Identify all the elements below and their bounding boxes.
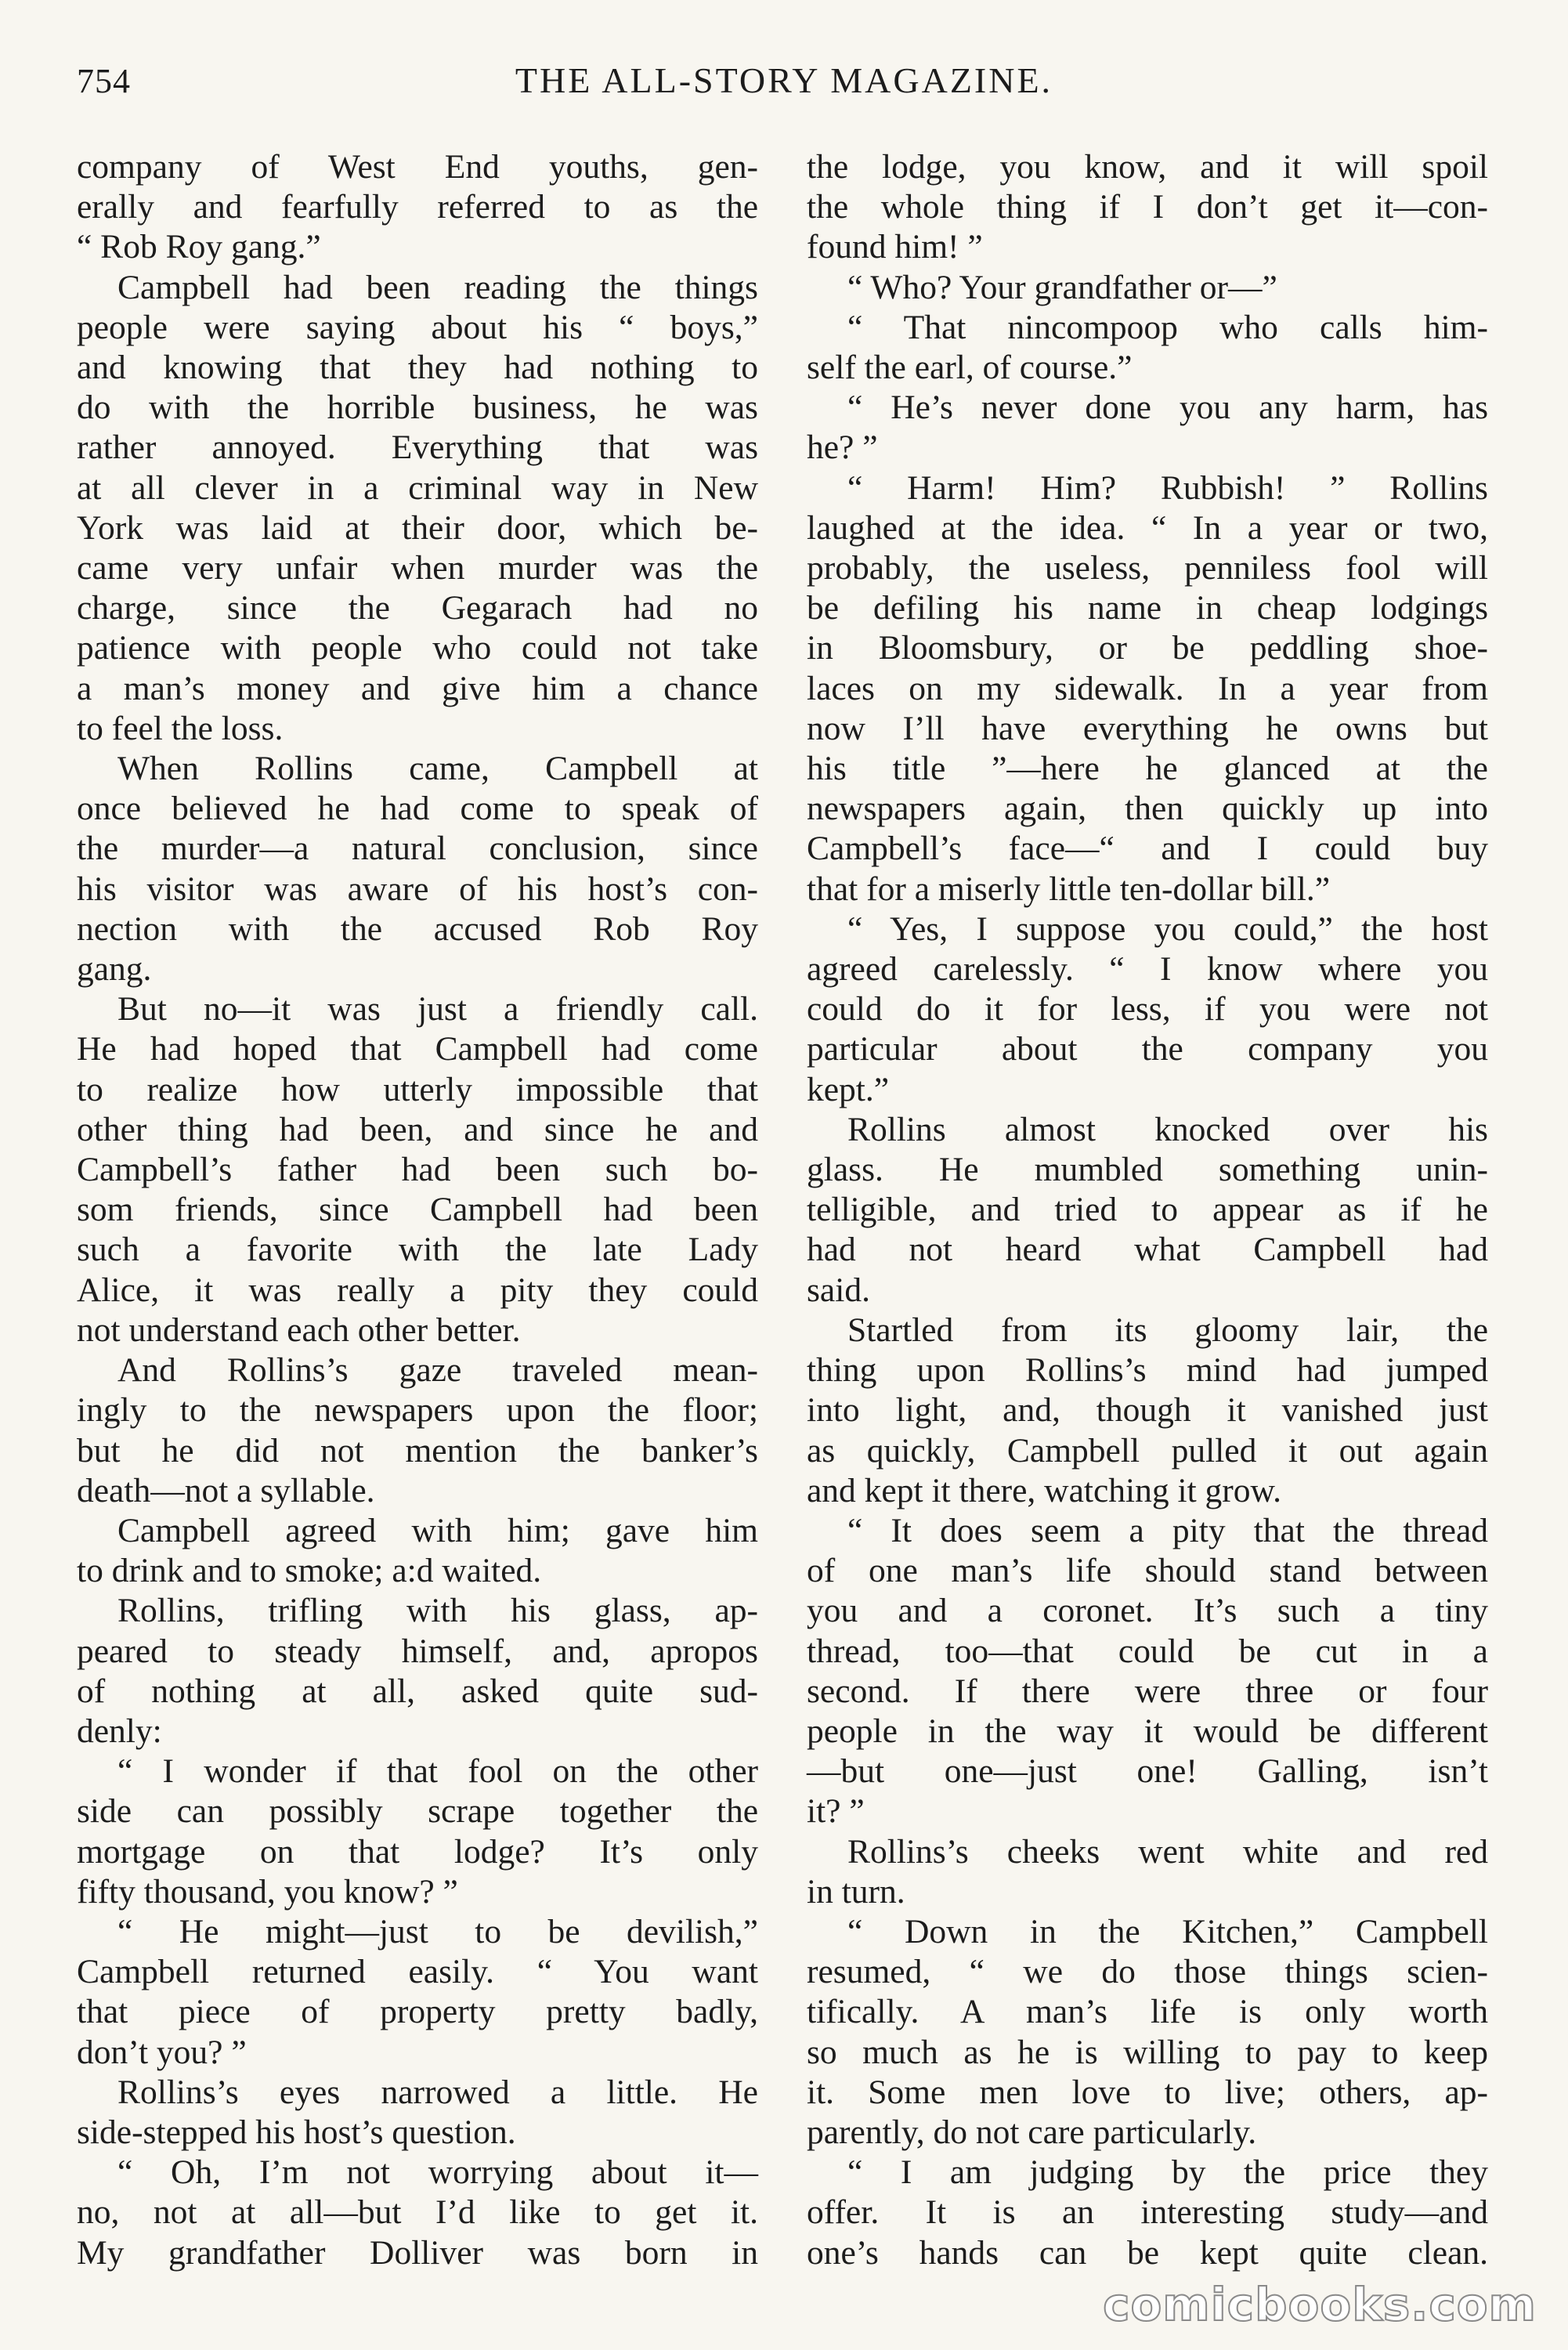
text-line: of nothing at all, asked quite sud-	[77, 1672, 758, 1710]
text-line: other thing had been, and since he and	[77, 1110, 758, 1148]
text-line: at all clever in a criminal way in New	[77, 468, 758, 507]
text-line: thing upon Rollins’s mind had jumped	[807, 1351, 1488, 1390]
right-column	[807, 147, 1488, 2273]
text-line: one’s hands can be kept quite clean.	[807, 2233, 1488, 2272]
text-line: “ I wonder if that fool on the other	[117, 1752, 758, 1791]
text-line: —but one—just one! Galling, isn’t	[807, 1752, 1488, 1791]
text-line: do with the horrible business, he was	[77, 389, 758, 427]
text-line: Rollins almost knocked over his	[847, 1110, 1488, 1148]
text-line: said.	[807, 1271, 870, 1309]
text-line: in Bloomsbury, or be peddling shoe-	[807, 629, 1488, 667]
text-line: newspapers again, then quickly up into	[807, 790, 1488, 828]
text-line: kept.”	[807, 1070, 890, 1108]
watermark-logo: comicbooks.com	[1103, 2278, 1537, 2331]
text-line: second. If there were three or four	[807, 1672, 1488, 1710]
text-line: fifty thousand, you know? ”	[77, 1872, 458, 1911]
text-line: to realize how utterly impossible that	[77, 1070, 758, 1108]
text-line: “ That nincompoop who calls him-	[847, 308, 1488, 346]
text-line: rather annoyed. Everything that was	[77, 428, 758, 467]
text-line: now I’ll have everything he owns but	[807, 709, 1488, 747]
text-line: “ I am judging by the price they	[847, 2153, 1488, 2192]
text-line: don’t you? ”	[77, 2033, 247, 2071]
text-line: “ Down in the Kitchen,” Campbell	[847, 1912, 1488, 1950]
text-line: so much as he is willing to pay to keep	[807, 2033, 1488, 2071]
text-line: laces on my sidewalk. In a year from	[807, 669, 1488, 707]
text-line: no, not at all—but I’d like to get it.	[77, 2193, 758, 2232]
text-line: into light, and, though it vanished just	[807, 1391, 1488, 1430]
text-line: but he did not mention the banker’s	[77, 1431, 758, 1470]
text-line: once believed he had come to speak of	[77, 790, 758, 828]
text-line: Rollins’s cheeks went white and red	[847, 1832, 1488, 1871]
text-line: patience with people who could not take	[77, 629, 758, 667]
text-line: found him! ”	[807, 228, 983, 266]
text-line: his title ”—here he glanced at the	[807, 750, 1488, 788]
text-line: telligible, and tried to appear as if he	[807, 1191, 1488, 1229]
text-line: “ Who? Your grandfather or—”	[847, 268, 1277, 306]
text-line: could do it for less, if you were not	[807, 990, 1488, 1029]
text-line: Alice, it was really a pity they could	[77, 1271, 758, 1309]
text-line: the lodge, you know, and it will spoil	[807, 148, 1488, 186]
text-line: glass. He mumbled something unin-	[807, 1151, 1488, 1189]
text-line: Campbell agreed with him; gave him	[117, 1511, 758, 1549]
text-line: Campbell’s father had been such bo-	[77, 1151, 758, 1189]
text-line: Campbell’s face—“ and I could buy	[807, 830, 1488, 868]
text-line: agreed carelessly. “ I know where you	[807, 950, 1488, 989]
text-line: particular about the company you	[807, 1030, 1488, 1068]
text-line: “ Yes, I suppose you could,” the host	[847, 909, 1488, 948]
text-line: som friends, since Campbell had been	[77, 1191, 758, 1229]
text-line: in turn.	[807, 1872, 905, 1911]
text-line: “ Rob Roy gang.”	[77, 228, 321, 266]
text-line: his visitor was aware of his host’s con-	[77, 870, 758, 908]
text-line: tifically. A man’s life is only worth	[807, 1993, 1488, 2031]
text-line: erally and fearfully referred to as the	[77, 188, 758, 226]
text-line: My grandfather Dolliver was born in	[77, 2233, 758, 2272]
text-line: denly:	[77, 1712, 162, 1750]
text-line: parently, do not care particularly.	[807, 2113, 1257, 2151]
text-line: side can possibly scrape together the	[77, 1792, 758, 1831]
text-line: and kept it there, watching it grow.	[807, 1471, 1282, 1509]
text-line: He had hoped that Campbell had come	[77, 1030, 758, 1068]
text-line: it. Some men love to live; others, ap-	[807, 2073, 1488, 2111]
text-line: mortgage on that lodge? It’s only	[77, 1832, 758, 1871]
text-line: to feel the loss.	[77, 709, 284, 747]
left-column	[77, 147, 758, 2273]
text-line: of one man’s life should stand between	[807, 1552, 1488, 1590]
text-line: Campbell returned easily. “ You want	[77, 1953, 758, 1991]
text-line: you and a coronet. It’s such a tiny	[807, 1592, 1488, 1630]
text-line: “ He might—just to be devilish,”	[117, 1912, 758, 1950]
text-line: Startled from its gloomy lair, the	[847, 1311, 1488, 1349]
text-line: death—not a syllable.	[77, 1471, 375, 1509]
text-line: came very unfair when murder was the	[77, 549, 758, 588]
text-line: people in the way it would be different	[807, 1712, 1488, 1750]
text-line: Rollins, trifling with his glass, ap-	[117, 1592, 758, 1630]
text-line: that piece of property pretty badly,	[77, 1993, 758, 2031]
text-line: gang.	[77, 950, 152, 989]
text-line: and knowing that they had nothing to	[77, 349, 758, 387]
text-line: laughed at the idea. “ In a year or two,	[807, 508, 1488, 547]
text-line: resumed, “ we do those things scien-	[807, 1953, 1488, 1991]
text-line: nection with the accused Rob Roy	[77, 909, 758, 948]
text-line: the whole thing if I don’t get it—con-	[807, 188, 1488, 226]
text-line: “ It does seem a pity that the thread	[847, 1511, 1488, 1549]
text-line: charge, since the Gegarach had no	[77, 589, 758, 627]
text-line: that for a miserly little ten-dollar bill.”	[807, 870, 1331, 908]
text-line: be defiling his name in cheap lodgings	[807, 589, 1488, 627]
text-line: as quickly, Campbell pulled it out again	[807, 1431, 1488, 1470]
text-line: thread, too—that could be cut in a	[807, 1632, 1488, 1670]
text-line: not understand each other better.	[77, 1311, 521, 1349]
text-line: he? ”	[807, 428, 878, 467]
text-line: “ Harm! Him? Rubbish! ” Rollins	[847, 468, 1488, 507]
text-line: And Rollins’s gaze traveled mean-	[117, 1351, 758, 1390]
running-head-title: THE ALL-STORY MAGAZINE.	[515, 60, 1053, 100]
text-line: probably, the useless, penniless fool will	[807, 549, 1488, 588]
text-line: peared to steady himself, and, apropos	[77, 1632, 758, 1670]
text-line: it? ”	[807, 1792, 865, 1831]
text-line: But no—it was just a friendly call.	[117, 990, 758, 1029]
text-line: a man’s money and give him a chance	[77, 669, 758, 707]
text-line: to drink and to smoke; a:d waited.	[77, 1552, 542, 1590]
text-line: the murder—a natural conclusion, since	[77, 830, 758, 868]
text-line: “ Oh, I’m not worrying about it—	[117, 2153, 758, 2192]
text-line: had not heard what Campbell had	[807, 1231, 1488, 1269]
text-line: ingly to the newspapers upon the floor;	[77, 1391, 758, 1430]
text-line: York was laid at their door, which be-	[77, 508, 758, 547]
text-line: offer. It is an interesting study—and	[807, 2193, 1488, 2232]
text-line: side-stepped his host’s question.	[77, 2113, 516, 2151]
page-number: 754	[77, 62, 131, 100]
text-line: company of West End youths, gen-	[77, 148, 758, 186]
text-line: self the earl, of course.”	[807, 349, 1133, 387]
text-line: Campbell had been reading the things	[117, 268, 758, 306]
text-line: such a favorite with the late Lady	[77, 1231, 758, 1269]
text-line: When Rollins came, Campbell at	[117, 750, 758, 788]
text-line: people were saying about his “ boys,”	[77, 308, 758, 346]
text-line: Rollins’s eyes narrowed a little. He	[117, 2073, 758, 2111]
text-line: “ He’s never done you any harm, has	[847, 389, 1488, 427]
